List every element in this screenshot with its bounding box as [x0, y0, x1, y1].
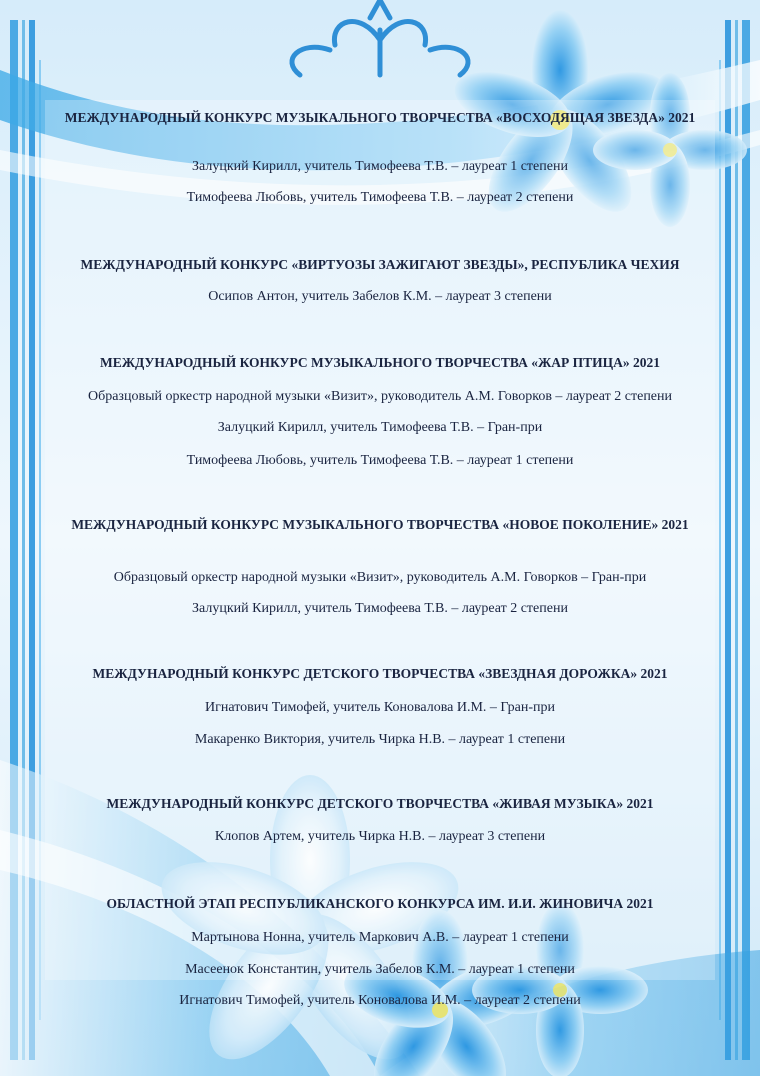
- section-heading: МЕЖДУНАРОДНЫЙ КОНКУРС ДЕТСКОГО ТВОРЧЕСТВА «ЖИВАЯ МУЗЫКА» 2021: [106, 796, 654, 811]
- award-entry: Тимофеева Любовь, учитель Тимофеева Т.В. – лауреат 2 степени: [186, 190, 574, 205]
- award-entry: Клопов Артем, учитель Чирка Н.В. – лауреат 3 степени: [214, 829, 546, 844]
- award-entry: Игнатович Тимофей, учитель Коновалова И.М. – Гран-при: [205, 700, 555, 715]
- section-heading: МЕЖДУНАРОДНЫЙ КОНКУРС «ВИРТУОЗЫ ЗАЖИГАЮТ ЗВЕЗДЫ», РЕСПУБЛИКА ЧЕХИЯ: [80, 257, 680, 272]
- award-entry: Макаренко Виктория, учитель Чирка Н.В. – лауреат 1 степени: [194, 732, 566, 747]
- award-entry: Залуцкий Кирилл, учитель Тимофеева Т.В. – Гран-при: [217, 420, 543, 435]
- award-entry: Образцовый оркестр народной музыки «Визит», руководитель А.М. Говорков – Гран-при: [113, 570, 647, 585]
- section-heading: МЕЖДУНАРОДНЫЙ КОНКУРС МУЗЫКАЛЬНОГО ТВОРЧЕСТВА «НОВОЕ ПОКОЛЕНИЕ» 2021: [71, 517, 689, 532]
- award-entry: Тимофеева Любовь, учитель Тимофеева Т.В. – лауреат 1 степени: [186, 453, 574, 468]
- section-heading: МЕЖДУНАРОДНЫЙ КОНКУРС МУЗЫКАЛЬНОГО ТВОРЧЕСТВА «ЖАР ПТИЦА» 2021: [99, 355, 661, 370]
- award-entry: Масеенок Константин, учитель Забелов К.М. – лауреат 1 степени: [185, 962, 575, 977]
- award-entry: Игнатович Тимофей, учитель Коновалова И.М. – лауреат 2 степени: [179, 993, 581, 1008]
- award-entry: Мартынова Нонна, учитель Маркович А.В. – лауреат 1 степени: [191, 930, 569, 945]
- section-heading: МЕЖДУНАРОДНЫЙ КОНКУРС МУЗЫКАЛЬНОГО ТВОРЧЕСТВА «ВОСХОДЯЩАЯ ЗВЕЗДА» 2021: [64, 110, 696, 125]
- award-entry: Образцовый оркестр народной музыки «Визит», руководитель А.М. Говорков – лауреат 2 степени: [87, 389, 673, 404]
- award-entry: Залуцкий Кирилл, учитель Тимофеева Т.В. – лауреат 2 степени: [192, 601, 568, 616]
- section-heading: ОБЛАСТНОЙ ЭТАП РЕСПУБЛИКАНСКОГО КОНКУРСА ИМ. И.И. ЖИНОВИЧА 2021: [106, 896, 654, 911]
- award-entry: Осипов Антон, учитель Забелов К.М. – лауреат 3 степени: [208, 289, 552, 304]
- award-entry: Залуцкий Кирилл, учитель Тимофеева Т.В. – лауреат 1 степени: [192, 159, 568, 174]
- section-heading: МЕЖДУНАРОДНЫЙ КОНКУРС ДЕТСКОГО ТВОРЧЕСТВА «ЗВЕЗДНАЯ ДОРОЖКА» 2021: [92, 666, 668, 681]
